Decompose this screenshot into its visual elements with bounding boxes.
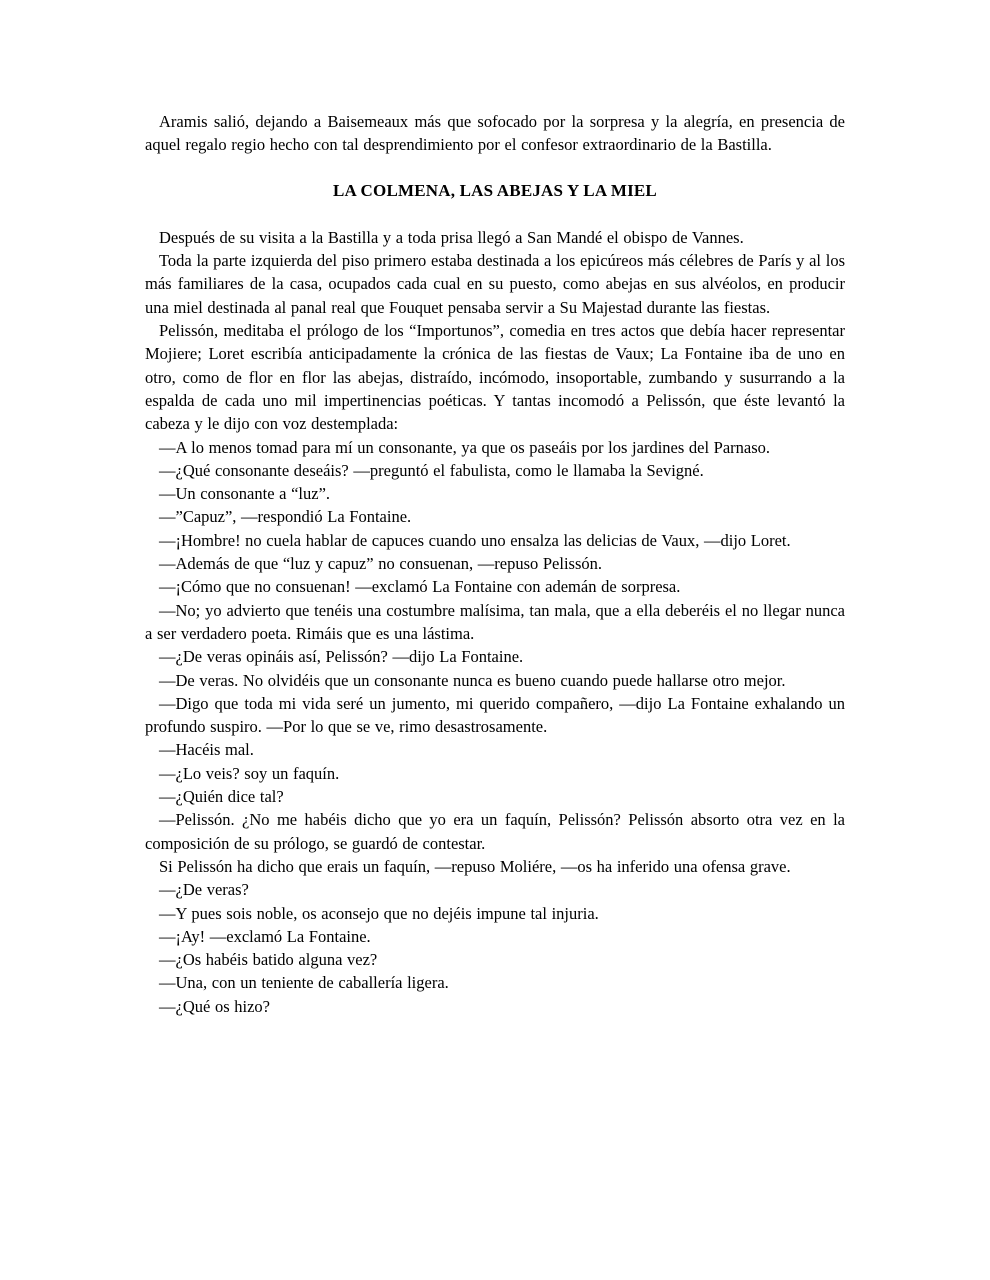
paragraph: —De veras. No olvidéis que un consonante nunca es bueno cuando puede hallarse otro mejor. — [159, 670, 786, 690]
paragraph: —¿Qué os hizo? — [159, 996, 270, 1016]
paragraph: —¿Qué consonante deseáis? —preguntó el fabulista, como le llamaba la Sevigné. — [159, 460, 704, 480]
paragraph: Pelissón, meditaba el prólogo de los “Importunos”, comedia en tres actos que debía hacer representar Mojiere; Loret escribía anticipadamente la crónica de las fiestas de Vaux; La Fontaine iba de uno en otro, como de flor en flor las abejas, distraído, incómodo, insoportable, zumbando y susurrando a la espalda de cada uno mil impertinencias poéticas. Y tantas incomodó a Pelissón, que éste levantó la cabeza y le dijo con voz destemplada: — [145, 321, 845, 434]
paragraph: Toda la parte izquierda del piso primero estaba destinada a los epicúreos más célebres de París y al los más familiares de la casa, ocupados cada cual en su puesto, como abejas en sus alvéolos, en producir una miel destinada al panal real que Fouquet pensaba servir a Su Majestad durante las fiestas. — [145, 251, 845, 317]
paragraph: —Y pues sois noble, os aconsejo que no dejéis impune tal injuria. — [159, 903, 599, 923]
paragraph: —¿De veras opináis así, Pelissón? —dijo La Fontaine. — [159, 647, 524, 667]
paragraph: —¡Hombre! no cuela hablar de capuces cuando uno ensalza las delicias de Vaux, —dijo Loret. — [159, 530, 791, 550]
paragraph: —Además de que “luz y capuz” no consuenan, —repuso Pelissón. — [159, 554, 603, 574]
paragraph: —¿De veras? — [159, 880, 249, 900]
paragraph: —¿Lo veis? soy un faquín. — [159, 763, 340, 783]
paragraph: —Digo que toda mi vida seré un jumento, mi querido compañero, —dijo La Fontaine exhalando un profundo suspiro. —Por lo que se ve, rimo desastrosamente. — [145, 693, 845, 737]
document-page — [145, 110, 845, 1018]
paragraph: Después de su visita a la Bastilla y a toda prisa llegó a San Mandé el obispo de Vannes. — [159, 227, 744, 247]
paragraph: —¡Ay! —exclamó La Fontaine. — [159, 926, 371, 946]
chapter-heading: LA COLMENA, LAS ABEJAS Y LA MIEL — [333, 180, 657, 200]
paragraph: —”Capuz”, —respondió La Fontaine. — [159, 507, 412, 527]
paragraph: Si Pelissón ha dicho que erais un faquín, —repuso Moliére, —os ha inferido una ofensa grave. — [159, 856, 791, 876]
paragraph: —A lo menos tomad para mí un consonante, ya que os paseáis por los jardines del Parnaso. — [159, 437, 771, 457]
paragraph: —¿Os habéis batido alguna vez? — [159, 950, 378, 970]
paragraph: —Un consonante a “luz”. — [159, 484, 331, 504]
paragraph: —Hacéis mal. — [159, 740, 254, 760]
paragraph: —Pelissón. ¿No me habéis dicho que yo era un faquín, Pelissón? Pelissón absorto otra vez en la composición de su prólogo, se guardó de contestar. — [145, 810, 845, 853]
paragraph: —¡Cómo que no consuenan! —exclamó La Fontaine con ademán de sorpresa. — [159, 577, 681, 597]
paragraph: —No; yo advierto que tenéis una costumbre malísima, tan mala, que a ella deberéis el no llegar nunca a ser verdadero poeta. Rimáis que es una lástima. — [145, 600, 845, 643]
paragraph: Aramis salió, dejando a Baisemeaux más que sofocado por la sorpresa y la alegría, en presencia de aquel regalo regio hecho con tal desprendimiento por el confesor extraordinario de la Bastilla. — [145, 112, 845, 155]
paragraph: —¿Quién dice tal? — [159, 787, 284, 807]
paragraph: —Una, con un teniente de caballería ligera. — [159, 973, 449, 993]
